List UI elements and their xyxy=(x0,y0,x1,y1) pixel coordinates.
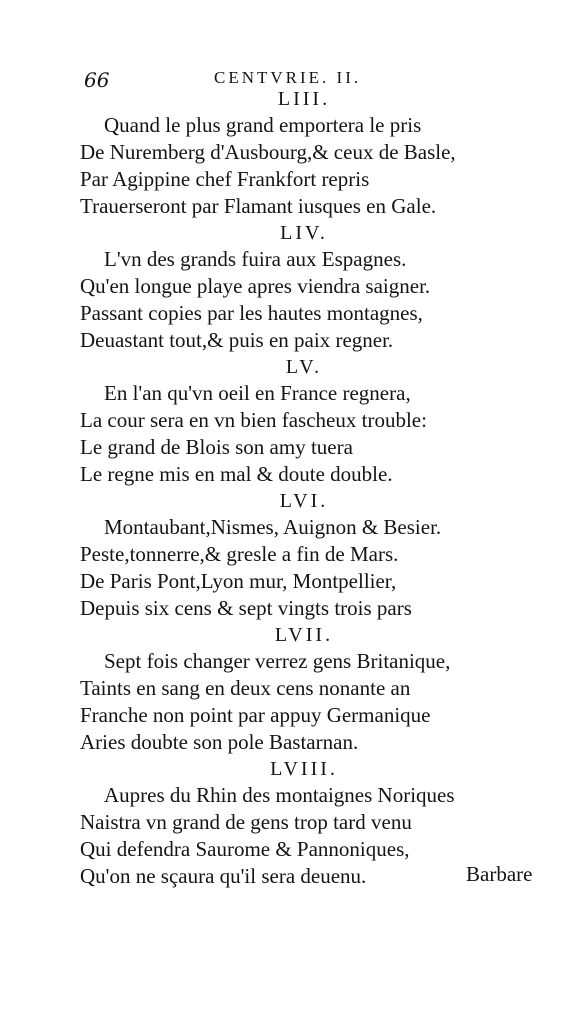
quatrain-list xyxy=(0,86,588,890)
verse-line: Taints en sang en deux cens nonante an xyxy=(80,676,411,700)
verse-line: Deuastant tout,& puis en paix regner. xyxy=(80,328,394,352)
verse-line: L'vn des grands fuira aux Espagnes. xyxy=(104,247,407,271)
catchword: Barbare xyxy=(466,862,533,886)
quatrain-number: LVII. xyxy=(274,624,334,646)
verse-line: Qu'on ne sçaura qu'il sera deuenu. xyxy=(80,864,367,888)
verse-line: Depuis six cens & sept vingts trois pars xyxy=(80,596,412,620)
quatrain-number: LIV. xyxy=(280,222,328,244)
verse-line: En l'an qu'vn oeil en France regnera, xyxy=(104,381,411,405)
verse-line: Passant copies par les hautes montagnes, xyxy=(80,301,423,325)
verse-line: Franche non point par appuy Germanique xyxy=(80,703,431,727)
verse-line: Aries doubte son pole Bastarnan. xyxy=(80,730,359,754)
verse-line: De Paris Pont,Lyon mur, Montpellier, xyxy=(80,569,397,593)
verse-line: Sept fois changer verrez gens Britanique, xyxy=(104,649,451,673)
verse-line: Qui defendra Saurome & Pannoniques, xyxy=(80,837,410,861)
verse-line: Naistra vn grand de gens trop tard venu xyxy=(80,810,412,834)
quatrain xyxy=(0,488,588,622)
verse-line: Par Agippine chef Frankfort repris xyxy=(80,167,370,191)
quatrain xyxy=(0,622,588,756)
quatrain xyxy=(0,220,588,354)
verse-line: Montaubant,Nismes, Auignon & Besier. xyxy=(104,515,442,539)
quatrain-number: LV. xyxy=(285,356,323,378)
quatrain-number: LIII. xyxy=(277,88,331,110)
verse-line: De Nuremberg d'Ausbourg,& ceux de Basle, xyxy=(80,140,456,164)
page-number: 66 xyxy=(84,68,110,92)
verse-line: Le regne mis en mal & doute double. xyxy=(80,462,393,486)
quatrain-number: LVIII. xyxy=(270,758,338,780)
verse-line: Qu'en longue playe apres viendra saigner. xyxy=(80,274,431,298)
running-title: CENTVRIE. II. xyxy=(214,68,362,87)
verse-line: Peste,tonnerre,& gresle a fin de Mars. xyxy=(80,542,399,566)
verse-line: Aupres du Rhin des montaignes Noriques xyxy=(104,783,455,807)
verse-line: Trauerseront par Flamant iusques en Gale. xyxy=(80,194,437,218)
verse-line: Le grand de Blois son amy tuera xyxy=(80,435,353,459)
quatrain-number: LVI. xyxy=(279,490,329,512)
verse-line: La cour sera en vn bien fascheux trouble: xyxy=(80,408,427,432)
quatrain xyxy=(0,86,588,220)
quatrain xyxy=(0,354,588,488)
verse-line: Quand le plus grand emportera le pris xyxy=(104,113,422,137)
